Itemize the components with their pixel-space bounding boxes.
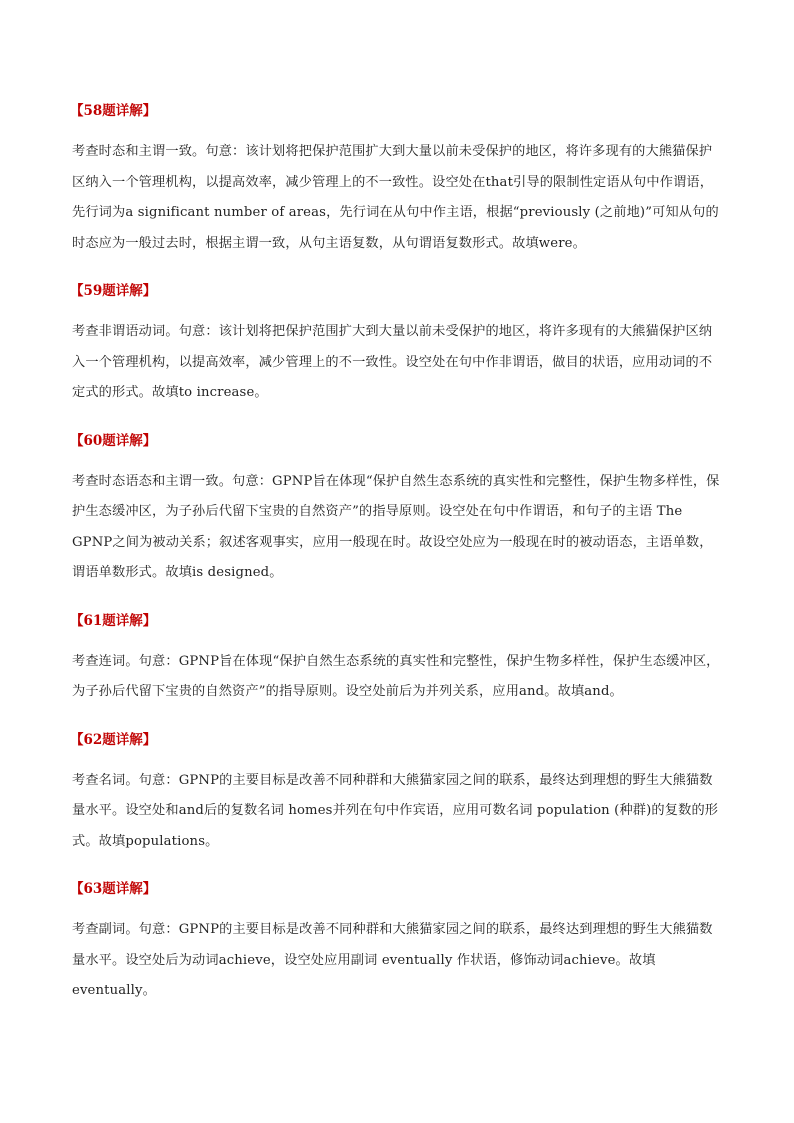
section-heading: 【58题详解】 bbox=[70, 103, 157, 119]
section-body: 考查非谓语动词。句意：该计划将把保护范围扩大到大量以前未受保护的地区，将许多现有的大熊猫保护区纳入一个管理机构，以提高效率，减少管理上的不一致性。设空处在句中作非谓语，做目的状语，应用动词的不定式的形式。故填to increase。 bbox=[72, 324, 713, 400]
section-60 bbox=[72, 426, 722, 589]
section-58 bbox=[72, 96, 722, 259]
section-heading: 【59题详解】 bbox=[70, 283, 157, 299]
section-heading: 【60题详解】 bbox=[70, 432, 157, 449]
section-heading: 【63题详解】 bbox=[70, 881, 157, 897]
section-body: 考查连词。句意：GPNP旨在体现“保护自然生态系统的真实性和完整性，保护生物多样性，保护生态缓冲区，为子孙后代留下宝贵的自然资产”的指导原则。设空处前后为并列关系，应用and。故填and。 bbox=[72, 653, 720, 699]
section-61 bbox=[72, 606, 722, 708]
document-page bbox=[72, 96, 722, 1024]
section-body: 考查时态语态和主谓一致。句意：GPNP旨在体现“保护自然生态系统的真实性和完整性，保护生物多样性，保护生态缓冲区，为子孙后代留下宝贵的自然资产”的指导原则。设空处在句中作谓语，和句子的主语 The GPNP之间为被动关系；叙述客观事实，应用一般现在时。故设空处应为一般现在时的被动语态，主语单数，谓语单数形式。故填is designed。 bbox=[72, 473, 720, 580]
section-body: 考查副词。句意：GPNP的主要目标是改善不同种群和大熊猫家园之间的联系，最终达到理想的野生大熊猫数量水平。设空处后为动词achieve，设空处应用副词 eventually 作状语，修饰动词achieve。故填eventually。 bbox=[72, 922, 713, 998]
section-body: 考查时态和主谓一致。句意：该计划将把保护范围扩大到大量以前未受保护的地区，将许多现有的大熊猫保护区纳入一个管理机构，以提高效率，减少管理上的不一致性。设空处在that引导的限制性定语从句中作谓语，先行词为a significant number of areas，先行词在从句中作主语，根据“previously (之前地)”可知从句的时态应为一般过去时，根据主谓一致，从句主语复数，从句谓语复数形式。故填were。 bbox=[72, 144, 719, 251]
section-body: 考查名词。句意：GPNP的主要目标是改善不同种群和大熊猫家园之间的联系，最终达到理想的野生大熊猫数量水平。设空处和and后的复数名词 homes并列在句中作宾语，应用可数名词 population (种群)的复数的形式。故填populations。 bbox=[72, 772, 719, 849]
section-63 bbox=[72, 874, 722, 1007]
section-59 bbox=[72, 276, 722, 409]
section-heading: 【62题详解】 bbox=[70, 731, 157, 748]
section-62 bbox=[72, 725, 722, 858]
section-heading: 【61题详解】 bbox=[70, 612, 157, 629]
